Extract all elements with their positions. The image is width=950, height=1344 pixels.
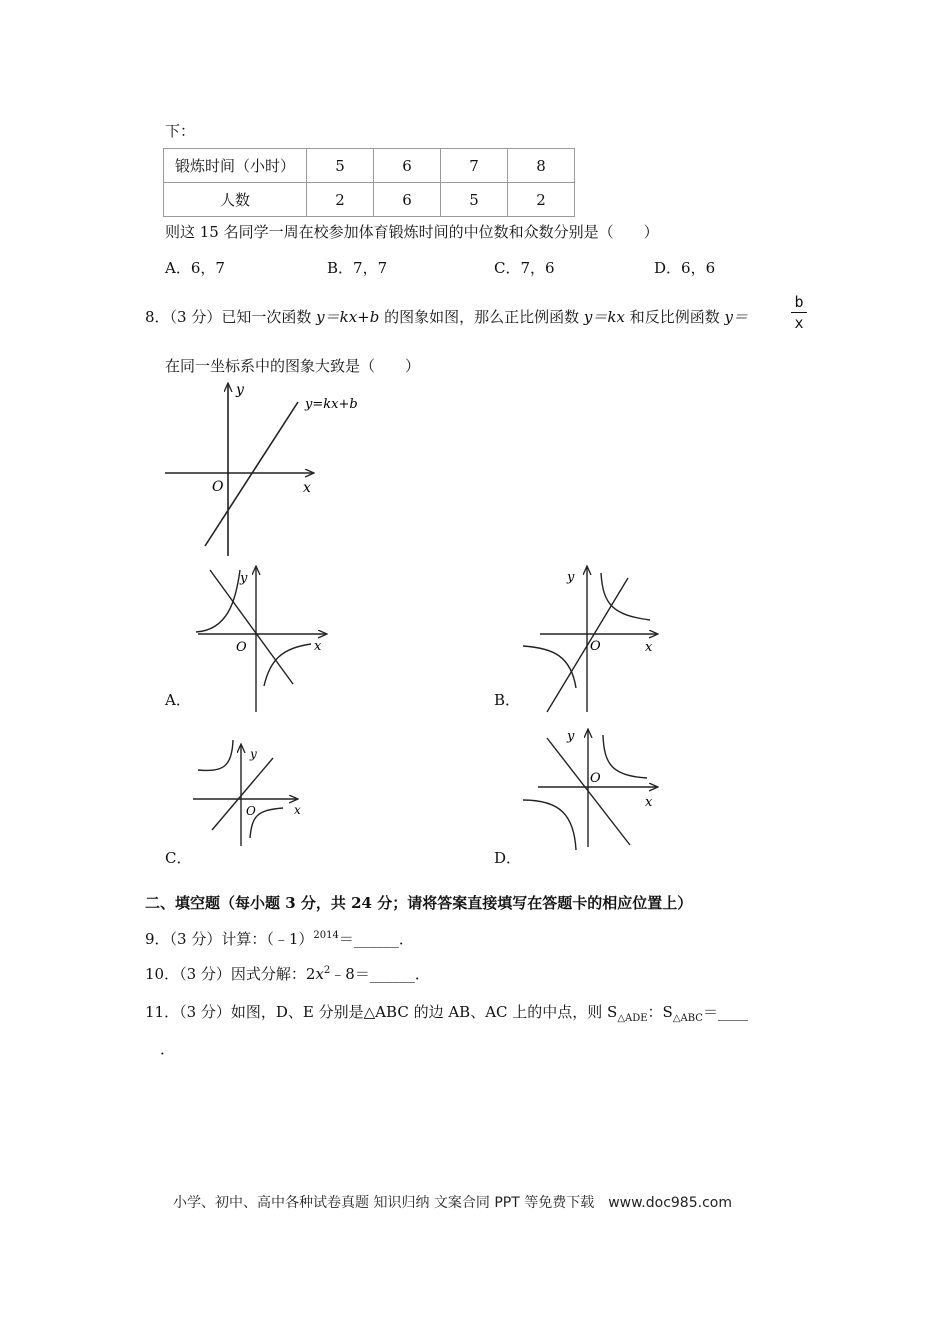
q11-mid: ：S [647, 1003, 673, 1021]
q7-question: 则这 15 名同学一周在校参加体育锻炼时间的中位数和众数分别是（ ） [165, 223, 659, 241]
option-c-curve-upper [198, 740, 233, 770]
q11-subscript-ade: △ADE [617, 1013, 648, 1024]
q8-option-c-label: C． [165, 849, 192, 867]
q11-subscript-abc: △ABC [672, 1013, 703, 1024]
option-a-graph [196, 567, 326, 712]
q7-option-d: D．6，6 [654, 259, 716, 277]
option-d-graph [523, 730, 657, 850]
main-x-label: x [303, 480, 311, 496]
option-a-curve-lower [264, 644, 311, 686]
q9-text: （3 分）计算：（﹣1） [169, 930, 314, 948]
option-d-origin-label: O [590, 771, 601, 786]
q9-number: 9． [145, 930, 170, 948]
option-d-curve-upper [603, 735, 647, 778]
fraction-numerator: b [794, 293, 804, 311]
table-cell: 5 [441, 183, 508, 217]
table-cell: 7 [441, 149, 508, 183]
table-cell: 5 [307, 149, 374, 183]
footer-text: 小学、初中、高中各种试卷真题 知识归纳 文案合同 PPT 等免费下载 www.doc985.com [173, 1195, 732, 1211]
option-b-y-label: y [567, 570, 575, 585]
option-c-line [212, 758, 273, 830]
option-a-y-label: y [240, 571, 248, 586]
table-header-cell: 人数 [164, 183, 307, 217]
option-a-line [210, 570, 293, 684]
main-line-label: y=kx+b [305, 397, 358, 412]
main-y-label: y [236, 382, 244, 398]
q7-option-c: C．7，6 [494, 259, 555, 277]
table-cell: 6 [374, 149, 441, 183]
q8-text-1: （3 分）已知一次函数 [169, 308, 317, 326]
q8-option-d-label: D． [494, 849, 522, 867]
q11-answer-blank: ＝____ [702, 1003, 748, 1021]
option-c-y-label: y [250, 747, 257, 761]
q8-eq-inverse: y＝ [724, 308, 748, 326]
q10-number: 10． [145, 965, 180, 983]
option-c-origin-label: O [246, 804, 256, 818]
main-line [205, 402, 298, 546]
q11-trailing-dot: ． [160, 1040, 176, 1058]
main-graph [165, 384, 313, 556]
q9-answer-blank: ＝______． [338, 930, 414, 948]
option-c-x-label: x [294, 803, 301, 817]
q7-option-b: B．7，7 [327, 259, 388, 277]
fraction-denominator: x [794, 314, 804, 332]
option-c-graph [193, 740, 297, 846]
q8-option-a-label: A． [165, 691, 191, 709]
q10-exponent: 2 [323, 965, 331, 976]
q11-number: 11． [145, 1003, 180, 1021]
q7-option-a: A．6，7 [165, 259, 225, 277]
q8-line2: 在同一坐标系中的图象大致是（ ） [165, 357, 421, 375]
table-header-cell: 锻炼时间（小时） [164, 149, 307, 183]
option-d-x-label: x [645, 795, 653, 810]
main-origin-label: O [212, 479, 224, 495]
table-cell: 6 [374, 183, 441, 217]
option-a-x-label: x [314, 639, 322, 654]
q8-eq-proportional: y＝kx [583, 308, 625, 326]
option-d-y-label: y [567, 729, 575, 744]
section-2-title: 二、填空题（每小题 3 分，共 24 分；请将答案直接填写在答题卡的相应位置上） [145, 894, 693, 912]
option-b-origin-label: O [590, 639, 601, 654]
option-a-origin-label: O [236, 640, 247, 655]
q8-text-3: 和反比例函数 [624, 308, 725, 326]
q7-lead: 下： [165, 122, 196, 140]
q11 [145, 1001, 748, 1024]
option-d-curve-lower [523, 800, 576, 850]
option-a-curve-upper [196, 570, 240, 632]
table-cell: 2 [307, 183, 374, 217]
q10-variable: x [315, 965, 324, 983]
option-b-x-label: x [645, 640, 653, 655]
q8-number: 8． [145, 308, 170, 326]
option-b-curve-upper [601, 573, 650, 620]
q10 [145, 963, 430, 984]
table-cell: 2 [508, 183, 575, 217]
table-cell: 8 [508, 149, 575, 183]
q10-answer-blank: ﹣8＝______． [330, 965, 430, 983]
q10-text: （3 分）因式分解：2 [179, 965, 316, 983]
option-b-curve-lower [523, 646, 576, 688]
q9-exponent: 2014 [313, 930, 339, 941]
q11-text: （3 分）如图，D、E 分别是△ABC 的边 AB、AC 上的中点，则 S [179, 1003, 618, 1021]
q9 [145, 928, 414, 949]
q8-eq-linear: y＝kx+b [316, 308, 380, 326]
q8-text-2: 的图象如图，那么正比例函数 [379, 308, 584, 326]
q8-option-b-label: B． [494, 691, 521, 709]
